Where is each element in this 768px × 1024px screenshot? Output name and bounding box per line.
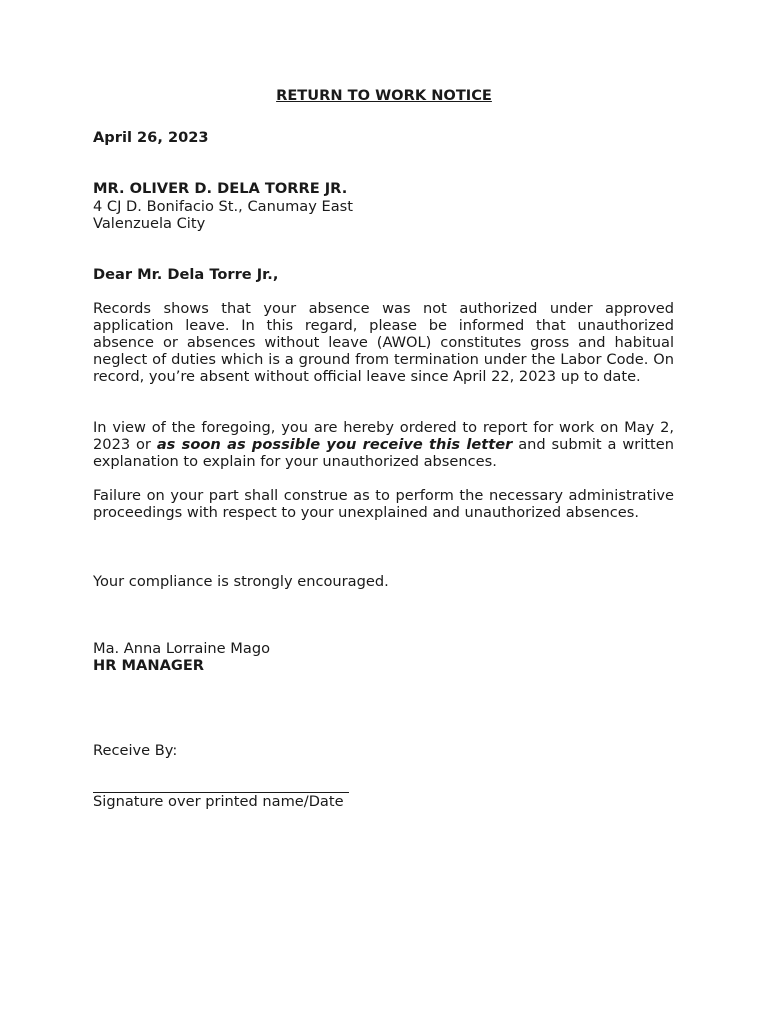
recipient-name: MR. OLIVER D. DELA TORRE JR. <box>93 180 348 197</box>
letter-title: RETURN TO WORK NOTICE <box>276 87 492 104</box>
signatory-name: Ma. Anna Lorraine Mago <box>93 640 271 657</box>
paragraph-report-order-tail: and submit a written explanation to explain for your unauthorized absences. <box>93 436 674 470</box>
paragraph-report-order-emphasis: as soon as possible you receive this letter <box>156 436 513 453</box>
paragraph-report-order <box>93 419 674 470</box>
salutation: Dear Mr. Dela Torre Jr., <box>93 266 279 283</box>
recipient-address-line2: Valenzuela City <box>93 215 206 232</box>
paragraph-consequence: Failure on your part shall construe as to perform the necessary administrative proceedings with respect to your unexplained and unauthorized absences. <box>93 487 674 521</box>
closing-line: Your compliance is strongly encouraged. <box>93 573 389 590</box>
receive-by-label: Receive By: <box>93 742 178 759</box>
signature-caption: Signature over printed name/Date <box>93 793 344 810</box>
paragraph-report-order-lead: In view of the foregoing, you are hereby ordered to report for work on May 2, 2023 or <box>93 419 674 453</box>
recipient-address-line1: 4 CJ D. Bonifacio St., Canumay East <box>93 198 354 215</box>
letter-date: April 26, 2023 <box>93 129 209 146</box>
paragraph-absence-record: Records shows that your absence was not authorized under approved application leave. In this regard, please be informed that unauthorized absence or absences without leave (AWOL) constitutes gross and habitual neglect of duties which is a ground from termination under the Labor Code. On record, you’re absent without official leave since April 22, 2023 up to date. <box>93 300 674 385</box>
signatory-position: HR MANAGER <box>93 657 205 674</box>
